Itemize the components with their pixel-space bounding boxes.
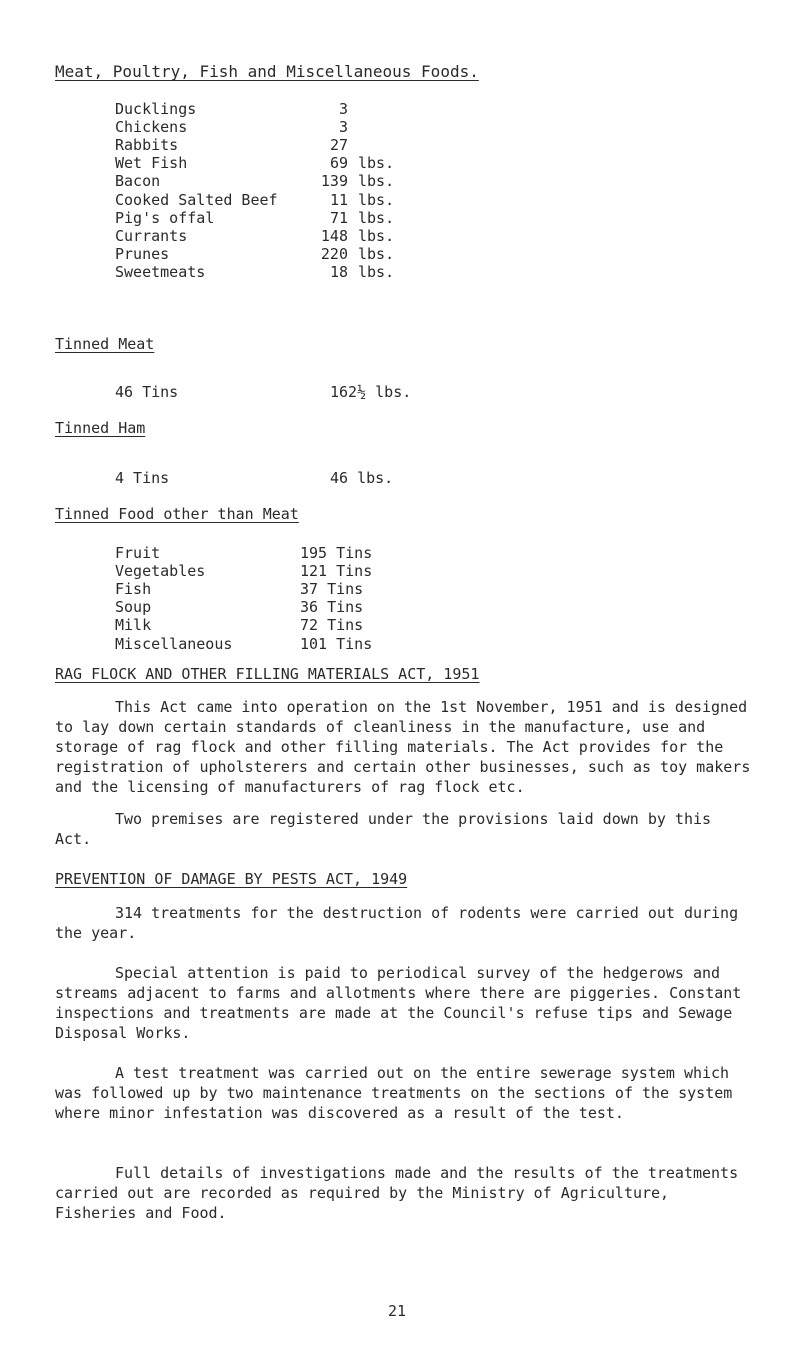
food-item-qty: 69 (329, 154, 348, 173)
food-item-unit: lbs. (358, 262, 395, 281)
tinned-item-qty: 101 Tins (300, 634, 373, 653)
food-item-qty: 27 (329, 136, 348, 155)
tinned-meat-heading: Tinned Meat (55, 335, 155, 353)
pests-text-4: Full details of investigations made and the results of the treatments carried out are recorded as required by the Ministry of Agriculture, Fisheries and Food. (55, 1164, 739, 1222)
pests-paragraph-1 (55, 903, 755, 943)
food-item-qty: 18 (329, 262, 348, 281)
rag-flock-paragraph-1 (55, 697, 755, 797)
food-item-unit: lbs. (358, 208, 395, 227)
tinned-ham-heading: Tinned Ham (55, 419, 146, 437)
tinned-item-qty: 37 Tins (300, 580, 364, 599)
pests-paragraph-3 (55, 1063, 755, 1123)
tinned-item-name: Fish (115, 580, 152, 599)
rag-flock-text-1: This Act came into operation on the 1st November, 1951 and is designed to lay down certain standards of cleanliness in the manufacture, use and storage of rag flock and other filling materials. The Act provides for the registration of upholsterers and certain other businesses, such as toy makers and the licensing of manufacturers of rag flock etc. (55, 698, 751, 796)
food-item-qty: 220 (320, 244, 348, 263)
tinned-item-qty: 72 Tins (300, 616, 364, 635)
tinned-item-name: Vegetables (115, 562, 206, 581)
tinned-item-name: Miscellaneous (115, 634, 233, 653)
food-item-name: Wet Fish (115, 154, 188, 173)
pests-text-3: A test treatment was carried out on the entire sewerage system which was followed up by two maintenance treatments on the sections of the system where minor infestation was discovered as a result of the test. (55, 1064, 733, 1122)
food-item-qty: 11 (329, 190, 348, 209)
rag-flock-text-2: Two premises are registered under the provisions laid down by this Act. (55, 810, 712, 848)
page-title: Meat, Poultry, Fish and Miscellaneous Foods. (55, 62, 479, 81)
tinned-meat-qty: 162½ lbs. (330, 383, 412, 401)
rag-flock-heading: RAG FLOCK AND OTHER FILLING MATERIALS ACT, 1951 (55, 665, 480, 683)
tinned-item-name: Milk (115, 616, 152, 635)
tinned-item-qty: 195 Tins (300, 544, 373, 562)
tinned-ham-tins: 4 Tins (115, 469, 170, 487)
food-item-unit: lbs. (358, 226, 395, 245)
food-item-qty: 3 (338, 118, 348, 137)
food-item-name: Bacon (115, 172, 161, 191)
page-number: 21 (388, 1302, 407, 1320)
food-item-unit: lbs. (358, 172, 395, 191)
food-item-name: Cooked Salted Beef (115, 190, 278, 209)
food-item-qty: 139 (320, 172, 348, 191)
pests-text-2: Special attention is paid to periodical survey of the hedgerows and streams adjacent to farms and allotments where there are piggeries. Constant inspections and treatments are made at the Council's refuse tips and Sewage Disposal Works. (55, 964, 742, 1042)
food-item-unit: lbs. (358, 154, 395, 173)
tinned-item-qty: 121 Tins (300, 562, 373, 581)
food-item-qty: 3 (338, 100, 348, 118)
food-item-unit: lbs. (358, 190, 395, 209)
tinned-meat-tins: 46 Tins (115, 383, 179, 401)
food-item-name: Sweetmeats (115, 262, 206, 281)
rag-flock-paragraph-2 (55, 809, 755, 849)
food-item-name: Ducklings (115, 100, 197, 118)
food-item-name: Currants (115, 226, 188, 245)
tinned-ham-qty: 46 lbs. (330, 469, 394, 487)
pests-heading: PREVENTION OF DAMAGE BY PESTS ACT, 1949 (55, 870, 408, 888)
pests-text-1: 314 treatments for the destruction of rodents were carried out during the year. (55, 904, 739, 942)
pests-paragraph-2 (55, 963, 755, 1043)
food-item-qty: 148 (320, 226, 348, 245)
food-item-qty: 71 (329, 208, 348, 227)
food-item-name: Chickens (115, 118, 188, 137)
food-item-name: Rabbits (115, 136, 179, 155)
pests-paragraph-4 (55, 1163, 755, 1223)
tinned-other-heading: Tinned Food other than Meat (55, 505, 299, 523)
tinned-item-qty: 36 Tins (300, 598, 364, 617)
food-item-name: Prunes (115, 244, 170, 263)
food-item-unit: lbs. (358, 244, 395, 263)
tinned-item-name: Soup (115, 598, 152, 617)
food-item-name: Pig's offal (115, 208, 215, 227)
tinned-item-name: Fruit (115, 544, 161, 562)
